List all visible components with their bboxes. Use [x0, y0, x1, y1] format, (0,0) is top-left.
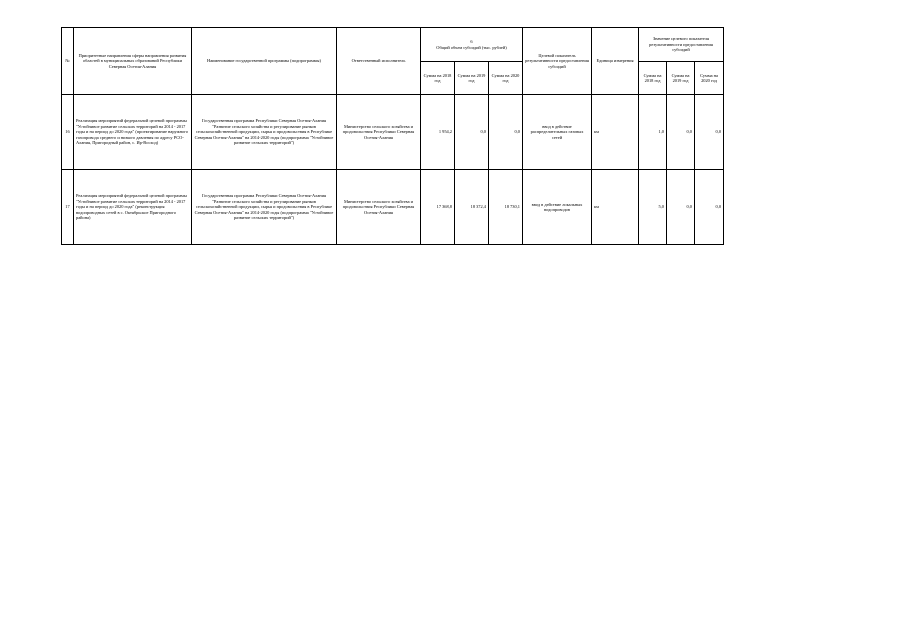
header-subsidy-total	[421, 28, 523, 62]
row-sum-2019: 0,0	[455, 95, 489, 170]
row-sum-2020: 18 730,1	[489, 170, 523, 245]
row-program: Государственная программа Республики Северная Осетия-Алания "Развитие сельского хозяйства и регулирование рынков сельскохозяйственной продукции, сырья и продовольствия в Республике Северная Осетия-Алания" на 2014-2020 годы (подпрограмма "Устойчивое развитие сельских территорий")	[192, 95, 337, 170]
subsidy-table	[61, 27, 724, 245]
header-val-2020: Сумма на 2020 год	[695, 62, 724, 95]
header-row	[62, 28, 724, 62]
header-direction: Приоритетные направления сферы направления развития областей в муниципальных образований Республики Северная Осетия-Алания	[74, 28, 192, 95]
row-num: 16	[62, 95, 74, 170]
header-val-2018: Сумма на 2018 год	[639, 62, 667, 95]
table-row	[62, 95, 724, 170]
row-val-2019: 0,0	[667, 95, 695, 170]
header-program: Наименование государственной программы (подпрограммы)	[192, 28, 337, 95]
header-unit: Единица измерения	[592, 28, 639, 95]
header-target-values: Значение целевого показателя результативности предоставления субсидий	[639, 28, 724, 62]
row-responsible: Министерство сельского хозяйства и продовольствия Республики Северная Осетия-Алания	[337, 170, 421, 245]
header-num: №	[62, 28, 74, 95]
row-val-2018: 5,0	[639, 170, 667, 245]
row-val-2020: 0,0	[695, 170, 724, 245]
header-sum-2019: Сумма на 2019 год	[455, 62, 489, 95]
row-responsible: Министерство сельского хозяйства и продовольствия Республики Северная Осетия-Алания	[337, 95, 421, 170]
header-sum-2018: Сумма на 2018 год	[421, 62, 455, 95]
row-indicator: ввод в действие распределительных газовых сетей	[523, 95, 592, 170]
row-unit: км	[592, 95, 639, 170]
row-indicator: ввод в действие локальных водопроводов	[523, 170, 592, 245]
row-num: 17	[62, 170, 74, 245]
row-sum-2019: 18 372,4	[455, 170, 489, 245]
row-val-2020: 0,0	[695, 95, 724, 170]
row-direction: Реализация мероприятий федеральной целевой программы "Устойчивое развитие сельских территорий на 2014 - 2017 годы и на период до 2020 года" (реконструкция водопроводных сетей в с. Октябрьское Пригородного района)	[74, 170, 192, 245]
header-responsible: Ответственный исполнитель	[337, 28, 421, 95]
row-sum-2018: 1 954,2	[421, 95, 455, 170]
header-target-indicator: Целевой показатель результативности предоставления субсидий	[523, 28, 592, 95]
header-subsidy-col-num: 6	[470, 39, 473, 45]
row-unit: км	[592, 170, 639, 245]
row-val-2018: 1,0	[639, 95, 667, 170]
header-val-2019: Сумма на 2019 год	[667, 62, 695, 95]
row-direction: Реализация мероприятий федеральной целевой программы "Устойчивое развитие сельских территорий на 2014 - 2017 годы и на период до 2020 года" (проектирование наружного газопровода среднего и низкого давления по адресу РСО-Алания, Пригородный район, с. Ир-Восход)	[74, 95, 192, 170]
row-sum-2020: 0,0	[489, 95, 523, 170]
header-sum-2020: Сумма на 2020 год	[489, 62, 523, 95]
row-val-2019: 0,0	[667, 170, 695, 245]
row-sum-2018: 17 368,8	[421, 170, 455, 245]
table-row	[62, 170, 724, 245]
header-subsidy-title: Общий объем субсидий (тыс. рублей)	[436, 44, 507, 50]
row-program: Государственная программа Республики Северная Осетия-Алания "Развитие сельского хозяйства и регулирование рынков сельскохозяйственной продукции, сырья и продовольствия в Республике Северная Осетия-Алания" на 2014-2020 годы (подпрограмма "Устойчивое развитие сельских территорий")	[192, 170, 337, 245]
